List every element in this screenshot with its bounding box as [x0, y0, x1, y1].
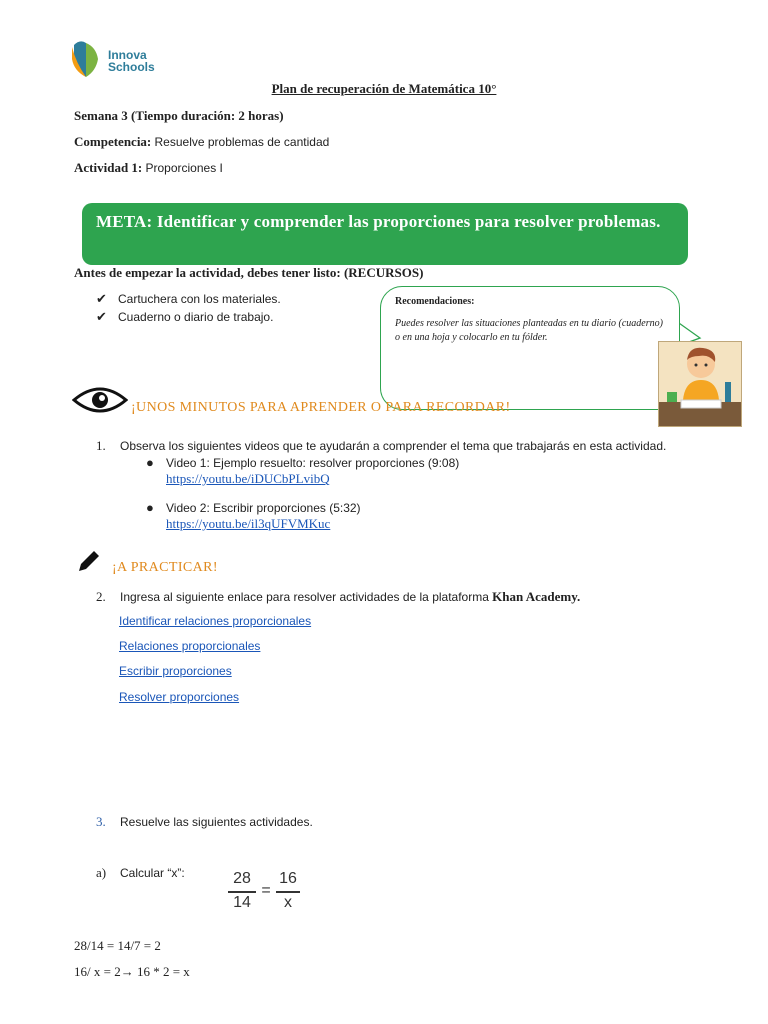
- video-2: ● Video 2: Escribir proporciones (5:32) https://youtu.be/il3qUFVMKuc: [146, 500, 361, 531]
- competencia-label: Competencia:: [74, 134, 152, 149]
- competencia-line: [74, 134, 329, 150]
- khan-link-resolver[interactable]: Resolver proporciones: [119, 690, 240, 704]
- resources-line: [74, 265, 423, 281]
- callout-text: Puedes resolver las situaciones planteadas en tu diario (cuaderno) o en una hoja y colocarlo en tu fólder.: [395, 318, 663, 343]
- khan-link-escribir[interactable]: Escribir proporciones: [119, 664, 232, 678]
- resources-value: (RECURSOS): [343, 265, 424, 280]
- check-icon: ✔: [96, 291, 107, 306]
- logo-line2: Schools: [108, 60, 155, 74]
- khan-link-relaciones[interactable]: Relaciones proporcionales: [119, 639, 261, 653]
- meta-banner: META: Identificar y comprender las proporciones para resolver problemas.: [82, 203, 688, 265]
- list-item: ✔ Cartuchera con los materiales.: [96, 291, 281, 306]
- list-item: ✔ Cuaderno o diario de trabajo.: [96, 309, 274, 324]
- competencia-value: Resuelve problemas de cantidad: [154, 135, 330, 149]
- resources-label: Antes de empezar la actividad, debes tener listo:: [74, 265, 341, 280]
- solution-line-1: 28/14 = 14/7 = 2: [74, 938, 161, 953]
- khan-link-identificar[interactable]: Identificar relaciones proporcionales: [119, 614, 312, 628]
- solution-line-2: 16/ x = 2→ 16 * 2 = x: [74, 964, 190, 979]
- item-a: a) Calcular “x”:: [96, 865, 185, 880]
- actividad-value: Proporciones I: [145, 161, 223, 175]
- section-practice: [76, 548, 376, 578]
- item-3: 3. Resuelve las siguientes actividades.: [96, 814, 313, 829]
- eye-icon: [72, 384, 128, 416]
- section-learn: [76, 384, 636, 418]
- actividad-line: [74, 160, 223, 176]
- student-illustration: [658, 341, 742, 427]
- item-2: 2. Ingresa al siguiente enlace para resolver actividades de la plataforma Khan Academy.: [96, 589, 581, 604]
- section-learn-title: ¡UNOS MINUTOS PARA APRENDER O PARA RECORDAR!: [131, 400, 511, 415]
- section-practice-title: ¡A PRACTICAR!: [112, 560, 218, 575]
- bullet-icon: ●: [146, 455, 154, 470]
- page-title: Plan de recuperación de Matemática 10°: [271, 81, 497, 96]
- proportion-equation: 28 14 = 16 x: [228, 870, 308, 916]
- item-1: 1. Observa los siguientes videos que te ayudarán a comprender el tema que trabajarás en esta actividad.: [96, 438, 667, 453]
- check-icon: ✔: [96, 309, 107, 324]
- video-2-link[interactable]: https://youtu.be/il3qUFVMKuc: [166, 516, 331, 531]
- resources-list: [96, 290, 281, 326]
- bullet-icon: ●: [146, 500, 154, 515]
- logo-line1: Innova: [108, 48, 147, 62]
- pencil-icon: [76, 548, 102, 574]
- callout-title: Recomendaciones:: [395, 296, 475, 307]
- week-line: Semana 3 (Tiempo duración: 2 horas): [74, 108, 284, 123]
- logo-mark-icon: [70, 37, 106, 81]
- video-1-link[interactable]: https://youtu.be/iDUCbPLvibQ: [166, 471, 330, 486]
- innova-schools-logo: [70, 37, 170, 81]
- video-1: ● Video 1: Ejemplo resuelto: resolver proporciones (9:08) https://youtu.be/iDUCbPLvibQ: [146, 455, 460, 486]
- actividad-label: Actividad 1:: [74, 160, 143, 175]
